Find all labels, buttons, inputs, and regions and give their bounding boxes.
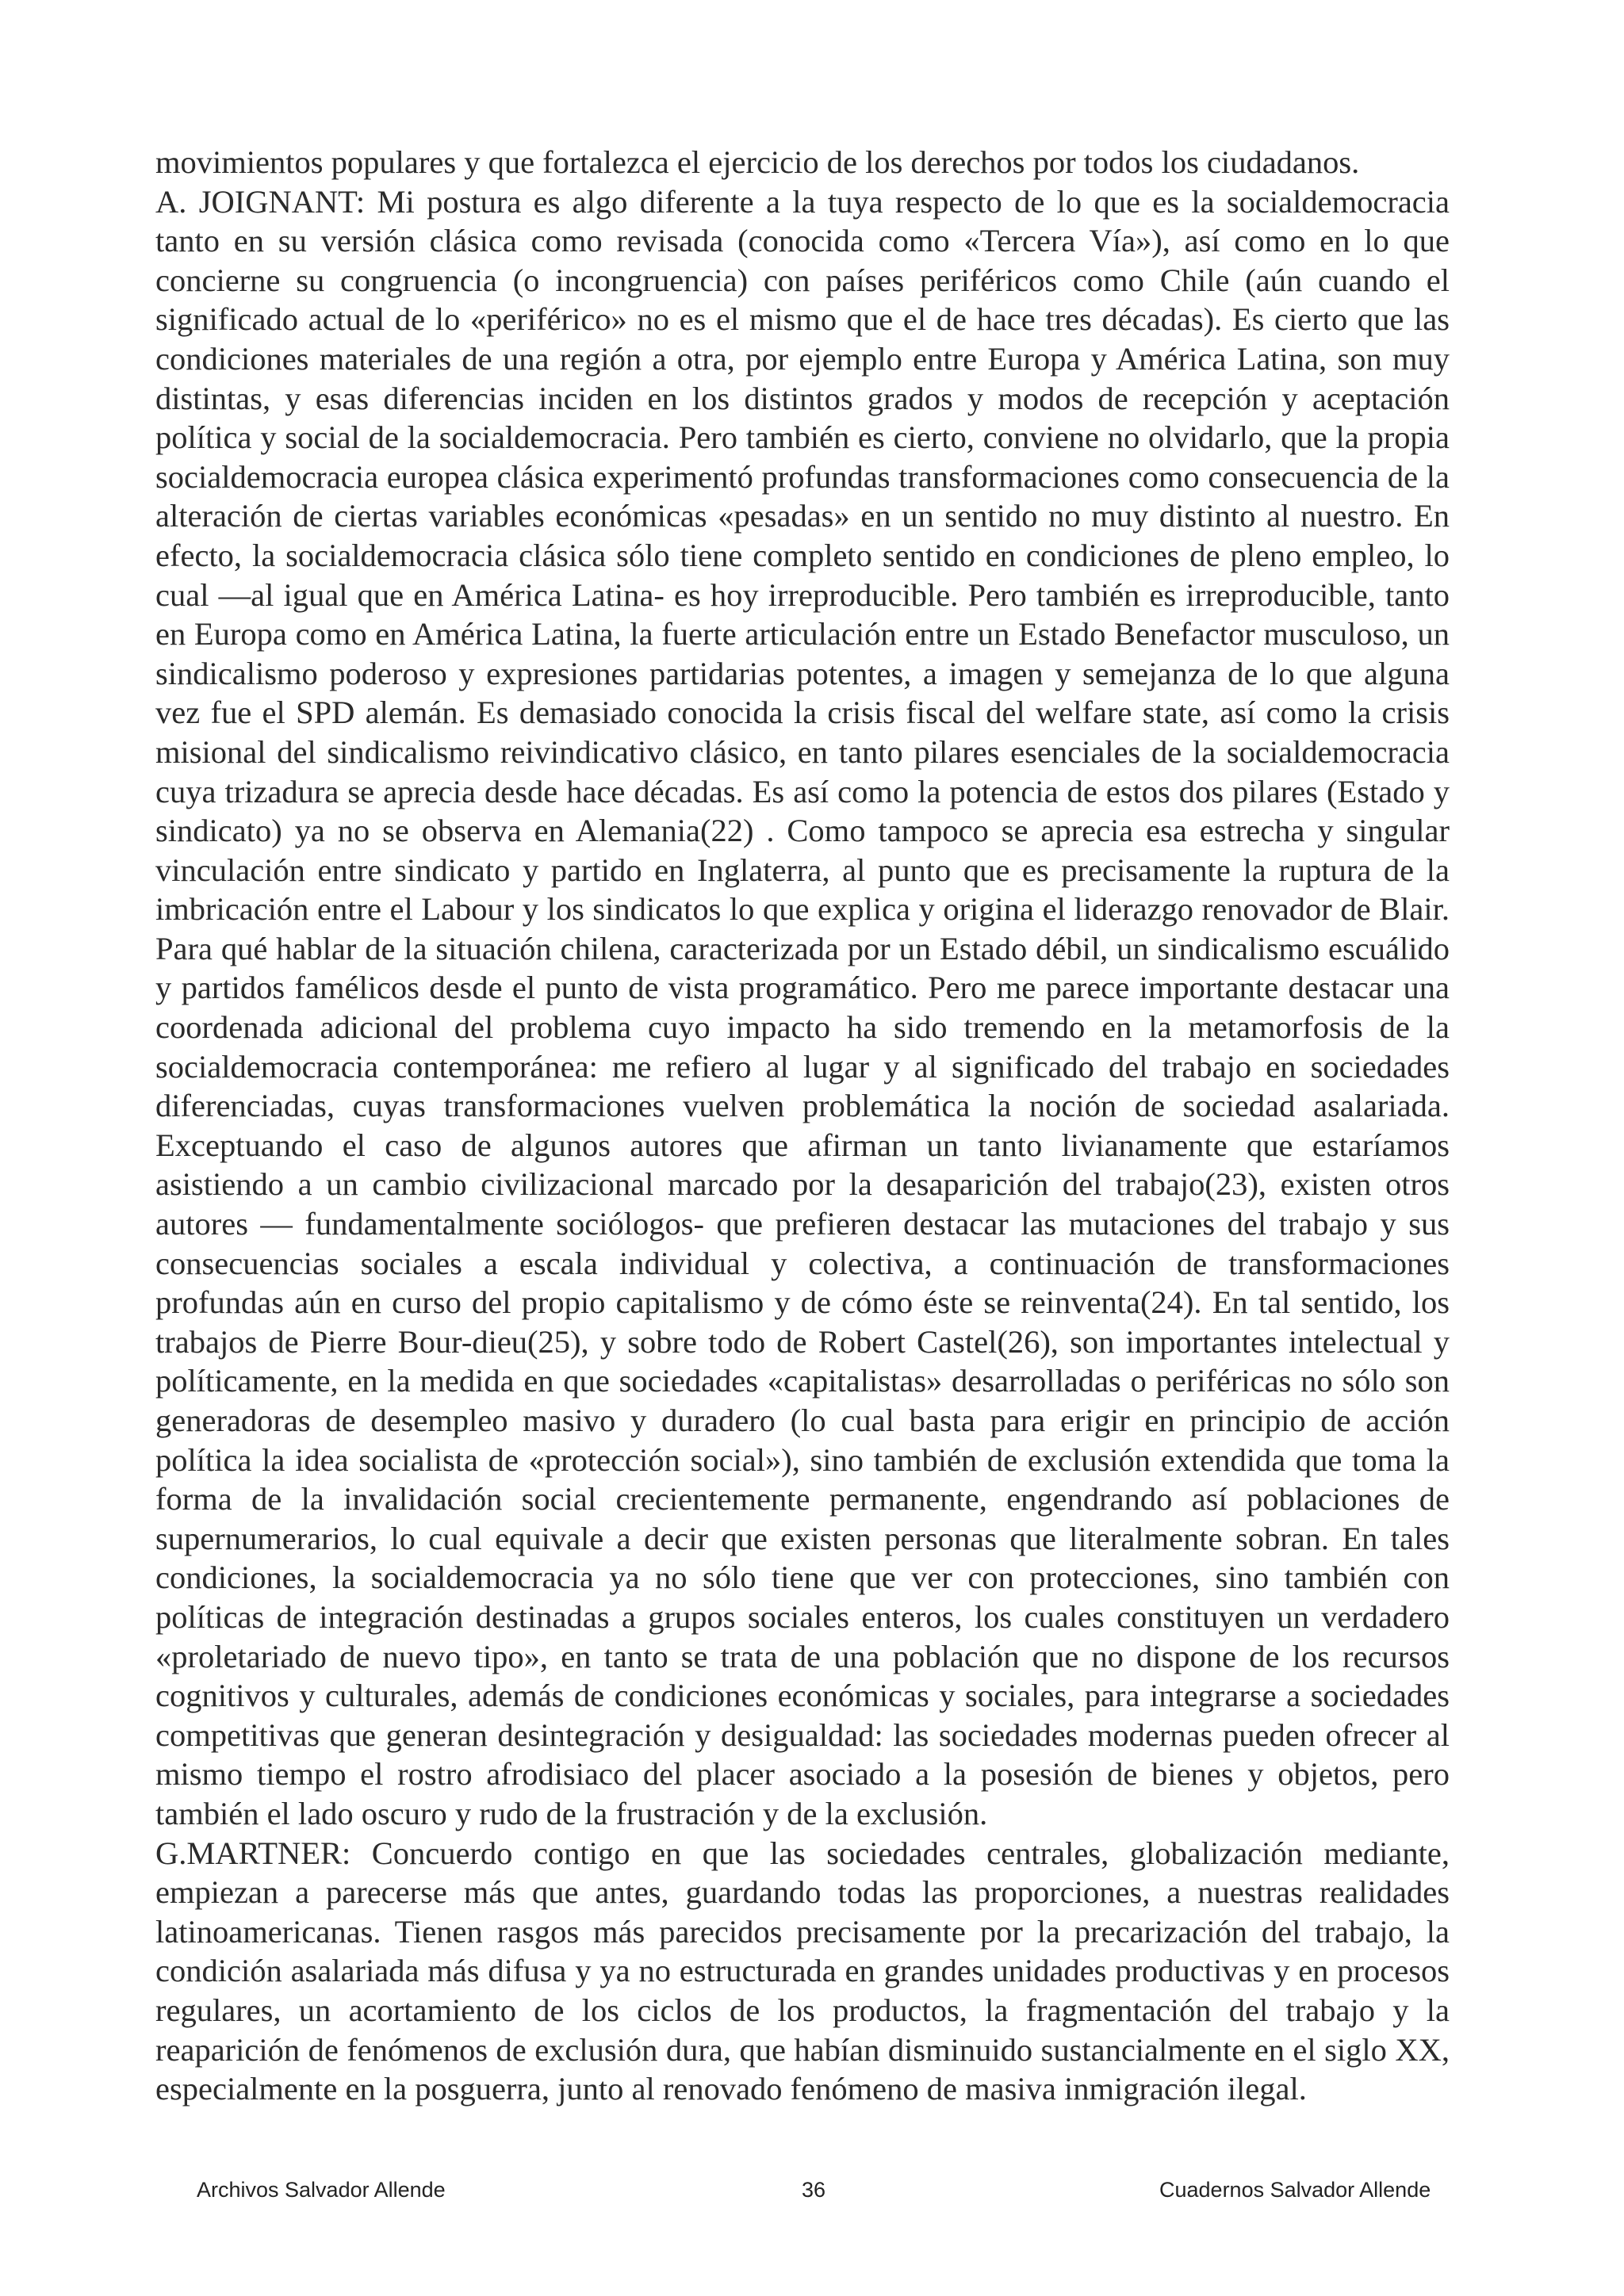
document-body: [155, 143, 1450, 2109]
paragraph-joignant: A. JOIGNANT: Mi postura es algo diferente a la tuya respecto de lo que es la socialdemocracia tanto en su versión clásica como revisada (conocida como «Tercera Vía»), así como en lo que concierne su congruencia (o incongruencia) con países periféricos como Chile (aún cuando el significado actual de lo «periférico» no es el mismo que el de hace tres décadas). Es cierto que las condiciones materiales de una región a otra, por ejemplo entre Europa y América Latina, son muy distintas, y esas diferencias inciden en los distintos grados y modos de recepción y aceptación política y social de la socialdemocracia. Pero también es cierto, conviene no olvidarlo, que la propia socialdemocracia europea clásica experimentó profundas transformaciones como consecuencia de la alteración de ciertas variables económicas «pesadas» en un sentido no muy distinto al nuestro. En efecto, la socialdemocracia clásica sólo tiene completo sentido en condiciones de pleno empleo, lo cual —al igual que en América Latina- es hoy irreproducible. Pero también es irreproducible, tanto en Europa como en América Latina, la fuerte articulación entre un Estado Benefactor musculoso, un sindicalismo poderoso y expresiones partidarias potentes, a imagen y semejanza de lo que alguna vez fue el SPD alemán. Es demasiado conocida la crisis fiscal del welfare state, así como la crisis misional del sindicalismo reivindicativo clásico, en tanto pilares esenciales de la socialdemocracia cuya trizadura se aprecia desde hace décadas. Es así como la potencia de estos dos pilares (Estado y sindicato) ya no se observa en Alemania(22) . Como tampoco se aprecia esa estrecha y singular vinculación entre sindicato y partido en Inglaterra, al punto que es precisamente la ruptura de la imbricación entre el Labour y los sindicatos lo que explica y origina el liderazgo renovador de Blair. Para qué hablar de la situación chilena, caracterizada por un Estado débil, un sindicalismo escuálido y partidos famélicos desde el punto de vista programático. Pero me parece importante destacar una coordenada adicional del problema cuyo impacto ha sido tremendo en la metamorfosis de la socialdemocracia contemporánea: me refiero al lugar y al significado del trabajo en sociedades diferenciadas, cuyas transformaciones vuelven problemática la noción de sociedad asalariada. Exceptuando el caso de algunos autores que afirman un tanto livianamente que estaríamos asistiendo a un cambio civilizacional marcado por la desaparición del trabajo(23), existen otros autores — fundamentalmente sociólogos- que prefieren destacar las mutaciones del trabajo y sus consecuencias sociales a escala individual y colectiva, a continuación de transformaciones profundas aún en curso del propio capitalismo y de cómo éste se reinventa(24). En tal sentido, los trabajos de Pierre Bour-dieu(25), y sobre todo de Robert Castel(26), son importantes intelectual y políticamente, en la medida en que sociedades «capitalistas» desarrolladas o periféricas no sólo son generadoras de desempleo masivo y duradero (lo cual basta para erigir en principio de acción política la idea socialista de «protección social»), sino también de exclusión extendida que toma la forma de la invalidación social crecientemente permanente, engendrando así poblaciones de supernumerarios, lo cual equivale a decir que existen personas que literalmente sobran. En tales condiciones, la socialdemocracia ya no sólo tiene que ver con protecciones, sino también con políticas de integración destinadas a grupos sociales enteros, los cuales constituyen un verdadero «proletariado de nuevo tipo», en tanto se trata de una población que no dispone de los recursos cognitivos y culturales, además de condiciones económicas y sociales, para integrarse a sociedades competitivas que generan desintegración y desigualdad: las sociedades modernas pueden ofrecer al mismo tiempo el rostro afrodisiaco del placer asociado a la posesión de bienes y objetos, pero también el lado oscuro y rudo de la frustración y de la exclusión.: [155, 183, 1450, 1831]
footer-left-text: Archivos Salvador Allende: [197, 2178, 446, 2202]
page-number: 36: [802, 2178, 826, 2202]
paragraph-continuation: movimientos populares y que fortalezca el ejercicio de los derechos por todos los ciudadanos.: [155, 144, 1360, 180]
footer-right-text: Cuadernos Salvador Allende: [1159, 2178, 1431, 2202]
paragraph-martner: G.MARTNER: Concuerdo contigo en que las sociedades centrales, globalización mediante, empiezan a parecerse más que antes, guardando todas las proporciones, a nuestras realidades latinoamericanas. Tienen rasgos más parecidos precisamente por la precarización del trabajo, la condición asalariada más difusa y ya no estructurada en grandes unidades productivas y en procesos regulares, un acortamiento de los ciclos de los productos, la fragmentación del trabajo y la reaparición de fenómenos de exclusión dura, que habían disminuido sustancialmente en el siglo XX, especialmente en la posguerra, junto al renovado fenómeno de masiva inmigración ilegal.: [155, 1835, 1450, 2107]
